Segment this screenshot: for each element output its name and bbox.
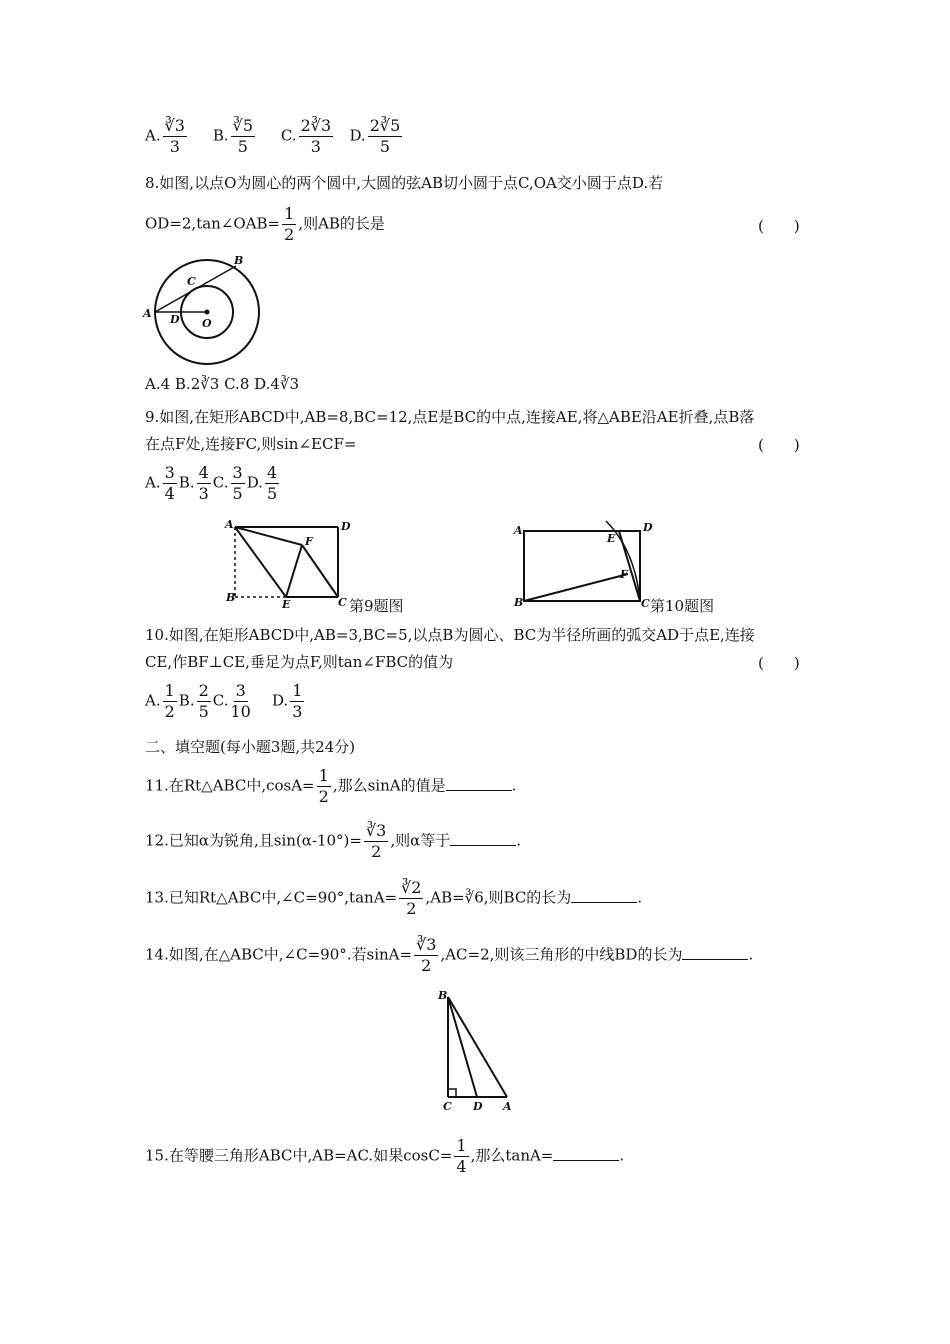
q9-option-d-fraction: $\frac{4}{5}$: [266, 463, 278, 503]
center-point: [205, 310, 210, 315]
label-b: B: [226, 591, 236, 604]
label-a: A: [503, 1100, 512, 1113]
segment-fc: [302, 545, 338, 597]
q9-rectangle-figure: [222, 515, 352, 615]
section-title: 二、填空题(每小题3题,共24分): [145, 738, 356, 756]
q8-fraction: $\frac{1}{2}$: [284, 204, 295, 244]
q13: 13.已知Rt△ABC中,∠C=90°,tanA= $\frac{∛2}{2}$ ,AB=∛6,则BC的长为 .: [145, 878, 643, 918]
q10-figure-caption: 第10题图: [650, 597, 715, 615]
chord-ab: [155, 266, 236, 312]
label-b: B: [438, 989, 448, 1002]
q11-fraction: $\frac{1}{2}$: [318, 766, 329, 806]
label-f: F: [620, 568, 628, 581]
label-c: C: [187, 275, 196, 288]
label-c: C: [443, 1100, 452, 1113]
median-bd: [448, 997, 477, 1097]
q9-option-a-fraction: $\frac{3}{4}$: [164, 463, 175, 503]
q15-fraction: $\frac{1}{4}$: [456, 1136, 467, 1176]
q9-answer-paren: ( ): [758, 436, 800, 454]
q8-circle-figure: [140, 250, 270, 370]
side-ba: [448, 997, 507, 1097]
segment-fe: [286, 545, 302, 597]
q14: 14.如图,在△ABC中,∠C=90°.若sinA= $\frac{∛3}{2}$ ,AC=2,则该三角形的中线BD的长为 .: [145, 935, 754, 975]
q8-line2: OD=2,tan∠OAB= $\frac{1}{2}$ ,则AB的长是: [145, 204, 385, 244]
label-b: B: [514, 596, 524, 609]
q7-option-a-fraction: $\frac{∛3}{3}$: [164, 116, 185, 156]
label-e: E: [282, 598, 291, 611]
q10-line2: CE,作BF⊥CE,垂足为点F,则tan∠FBC的值为: [145, 653, 454, 671]
label-a: A: [514, 524, 523, 537]
q14-fraction: $\frac{∛3}{2}$: [416, 935, 437, 975]
label-o: O: [202, 317, 212, 330]
q10-option-b-fraction: $\frac{2}{5}$: [198, 681, 209, 721]
q14-answer-blank[interactable]: [682, 945, 748, 960]
label-a: A: [143, 307, 152, 320]
q10-option-a-fraction: $\frac{1}{2}$: [164, 681, 175, 721]
q7-options: A. $\frac{∛3}{3}$ B. $\frac{∛5}{5}$ C. $\frac{2∛3}{3}$ D. $\frac{2∛5}{5}$: [145, 116, 401, 156]
label-e: E: [607, 532, 616, 545]
q12-answer-blank[interactable]: [450, 831, 516, 846]
q8-options: A.4 B.2∛3 C.8 D.4∛3: [145, 375, 300, 393]
q10-option-c-fraction: $\frac{3}{10}$: [230, 681, 251, 721]
q8-answer-paren: ( ): [758, 217, 800, 235]
q15-answer-blank[interactable]: [553, 1146, 619, 1161]
q9-option-c-fraction: $\frac{3}{5}$: [232, 463, 243, 503]
q8-line1: 8.如图,以点O为圆心的两个圆中,大圆的弦AB切小圆于点C,OA交小圆于点D.若: [145, 174, 664, 192]
label-d: D: [473, 1100, 483, 1113]
q7-option-d-fraction: $\frac{2∛5}{5}$: [369, 116, 401, 156]
label-d: D: [170, 313, 180, 326]
q7-option-b-fraction: $\frac{∛5}{5}$: [232, 116, 253, 156]
q9-line1: 9.如图,在矩形ABCD中,AB=8,BC=12,点E是BC的中点,连接AE,将△ABE沿AE折叠,点B落: [145, 408, 755, 426]
q10-options: A. $\frac{1}{2}$ B. $\frac{2}{5}$ C. $\frac{3}{10}$ D. $\frac{1}{3}$: [145, 681, 303, 721]
q9-options: A. $\frac{3}{4}$ B. $\frac{4}{3}$ C. $\frac{3}{5}$ D. $\frac{4}{5}$: [145, 463, 278, 503]
label-c: C: [641, 597, 650, 610]
q11-answer-blank[interactable]: [446, 776, 512, 791]
q13-fraction: $\frac{∛2}{2}$: [401, 878, 422, 918]
q7-option-c-fraction: $\frac{2∛3}{3}$: [300, 116, 332, 156]
q10-line1: 10.如图,在矩形ABCD中,AB=3,BC=5,以点B为圆心、BC为半径所画的弧交AD于点E,连接: [145, 626, 755, 644]
label-c: C: [338, 596, 347, 609]
q9-figure-caption: 第9题图: [349, 597, 404, 615]
segment-ae: [235, 527, 286, 597]
q11: 11.在Rt△ABC中,cosA= $\frac{1}{2}$ ,那么sinA的值是 .: [145, 766, 517, 806]
q12-fraction: $\frac{∛3}{2}$: [365, 821, 387, 861]
q13-answer-blank[interactable]: [571, 888, 637, 903]
label-d: D: [643, 521, 653, 534]
q14-triangle-figure: [430, 985, 520, 1115]
q9-line2: 在点F处,连接FC,则sin∠ECF=: [145, 435, 357, 453]
q12: 12.已知α为锐角,且sin(α-10°)= $\frac{∛3}{2}$ ,则α等于 .: [145, 821, 522, 861]
label-d: D: [341, 520, 351, 533]
segment-bf: [524, 574, 628, 601]
right-angle-mark: [448, 1089, 456, 1097]
q10-option-d-fraction: $\frac{1}{3}$: [292, 681, 303, 721]
label-b: B: [234, 254, 244, 267]
q15: 15.在等腰三角形ABC中,AB=AC.如果cosC= $\frac{1}{4}$ ,那么tanA= .: [145, 1136, 625, 1176]
q10-answer-paren: ( ): [758, 654, 800, 672]
q9-option-b-fraction: $\frac{4}{3}$: [198, 463, 209, 503]
q10-rectangle-figure: [510, 515, 655, 615]
label-a: A: [225, 518, 234, 531]
label-f: F: [305, 535, 313, 548]
